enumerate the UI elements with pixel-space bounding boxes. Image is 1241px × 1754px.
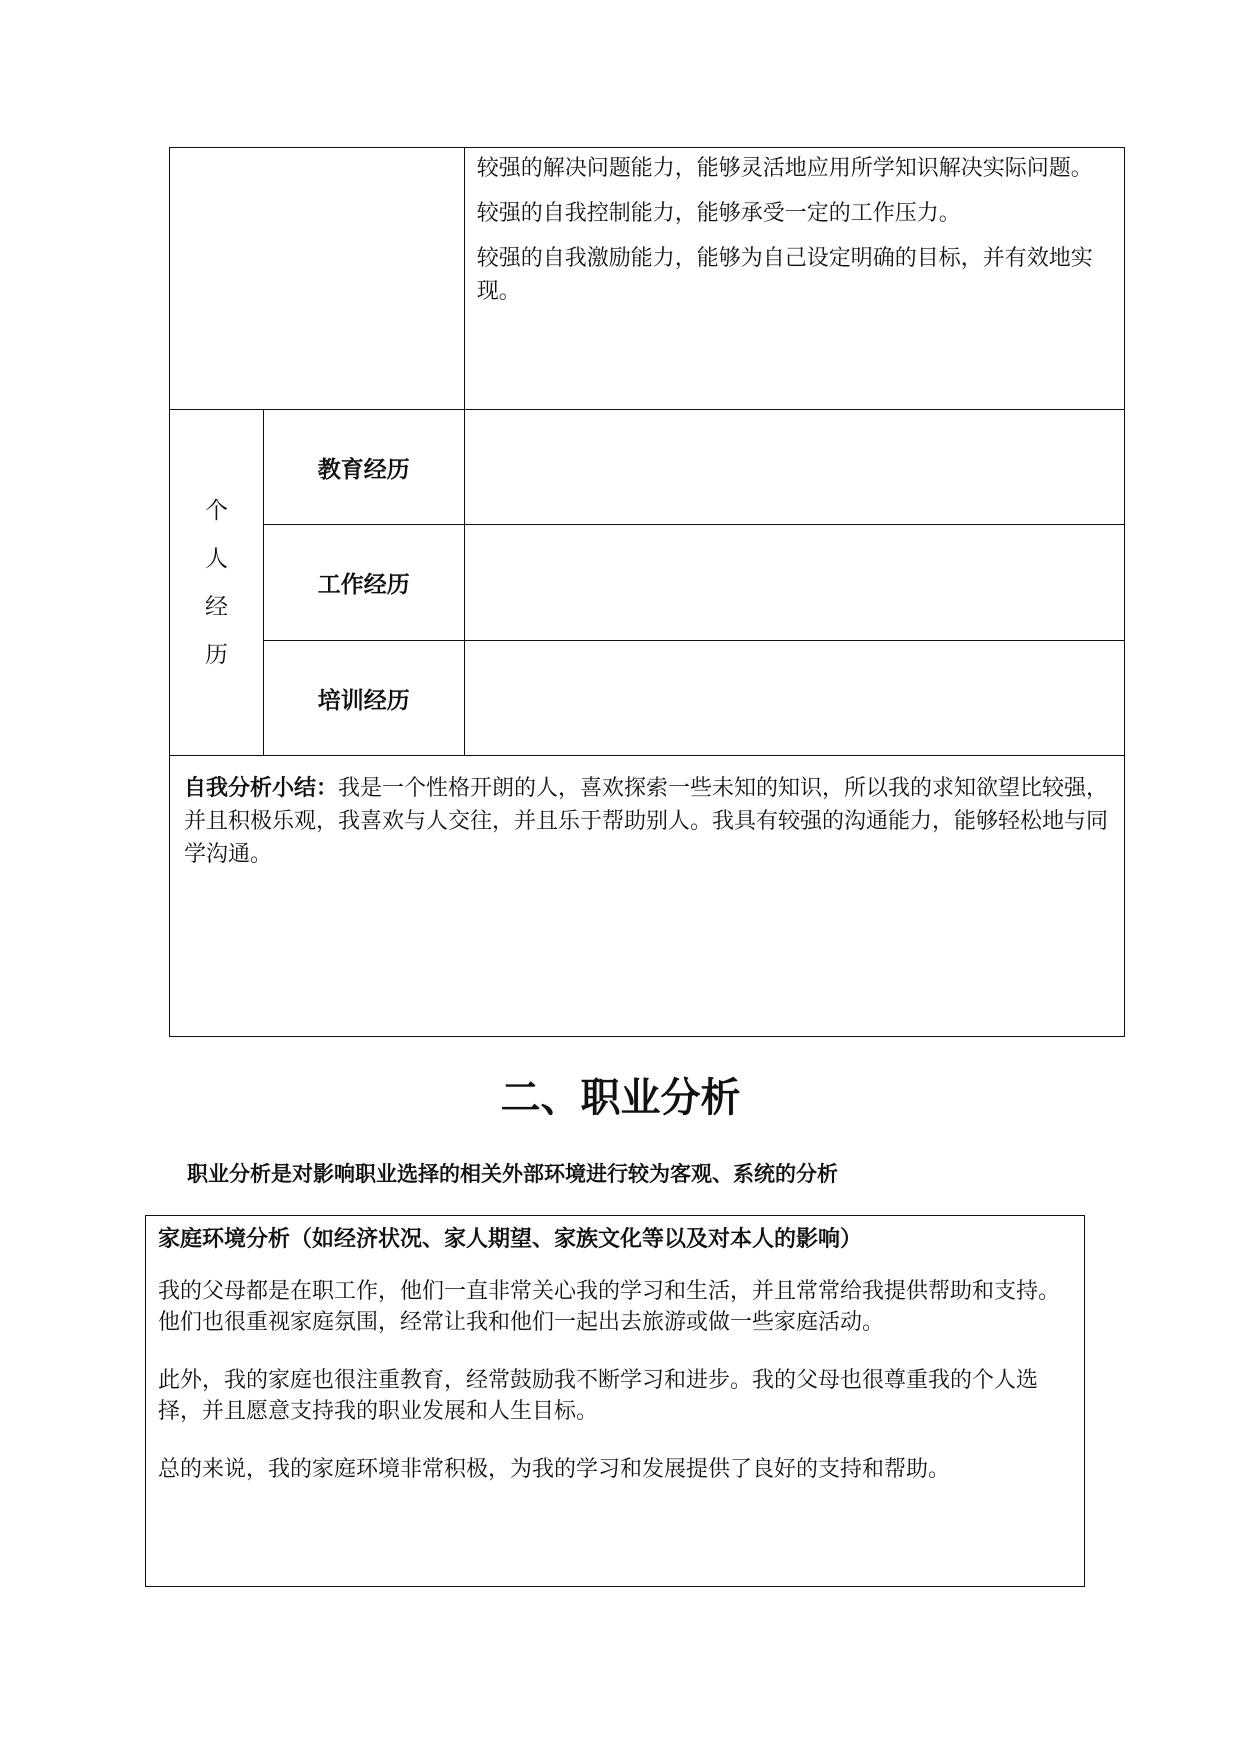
summary-label: 自我分析小结： <box>184 775 339 801</box>
ability-left-cell <box>170 148 465 410</box>
vertical-char: 个 <box>204 497 228 524</box>
family-paragraph: 我的父母都是在职工作，他们一直非常关心我的学习和生活，并且常常给我提供帮助和支持。他们也很重视家庭氛围，经常让我和他们一起出去旅游或做一些家庭活动。 <box>158 1279 1061 1335</box>
work-label: 工作经历 <box>263 525 464 641</box>
vertical-char: 历 <box>204 641 228 668</box>
self-analysis-table <box>169 147 1125 1037</box>
vertical-char: 经 <box>204 593 228 620</box>
training-value <box>464 641 1124 756</box>
work-value <box>464 525 1124 641</box>
family-analysis-heading: 家庭环境分析（如经济状况、家人期望、家族文化等以及对本人的影响） <box>158 1226 863 1252</box>
family-analysis-box <box>145 1215 1085 1587</box>
self-summary-cell <box>170 756 1125 1037</box>
family-paragraph: 此外，我的家庭也很注重教育，经常鼓励我不断学习和进步。我的父母也很尊重我的个人选择，并且愿意支持我的职业发展和人生目标。 <box>158 1368 1039 1424</box>
ability-list-cell <box>464 148 1124 410</box>
section-title: 二、职业分析 <box>500 1075 741 1121</box>
ability-line: 较强的自我激励能力，能够为自己设定明确的目标，并有效地实现。 <box>476 246 1093 304</box>
family-paragraph: 总的来说，我的家庭环境非常积极，为我的学习和发展提供了良好的支持和帮助。 <box>158 1457 951 1482</box>
section-subtitle: 职业分析是对影响职业选择的相关外部环境进行较为客观、系统的分析 <box>187 1161 838 1186</box>
personal-history-label <box>170 410 264 756</box>
training-label: 培训经历 <box>263 641 464 756</box>
ability-line: 较强的解决问题能力，能够灵活地应用所学知识解决实际问题。 <box>476 156 1093 181</box>
vertical-char: 人 <box>204 545 228 572</box>
education-label: 教育经历 <box>263 410 464 525</box>
ability-line: 较强的自我控制能力，能够承受一定的工作压力。 <box>476 201 961 226</box>
education-value <box>464 410 1124 525</box>
summary-text: 我是一个性格开朗的人，喜欢探索一些未知的知识，所以我的求知欲望比较强，并且积极乐观，我喜欢与人交往，并且乐于帮助别人。我具有较强的沟通能力，能够轻松地与同学沟通。 <box>184 776 1109 867</box>
